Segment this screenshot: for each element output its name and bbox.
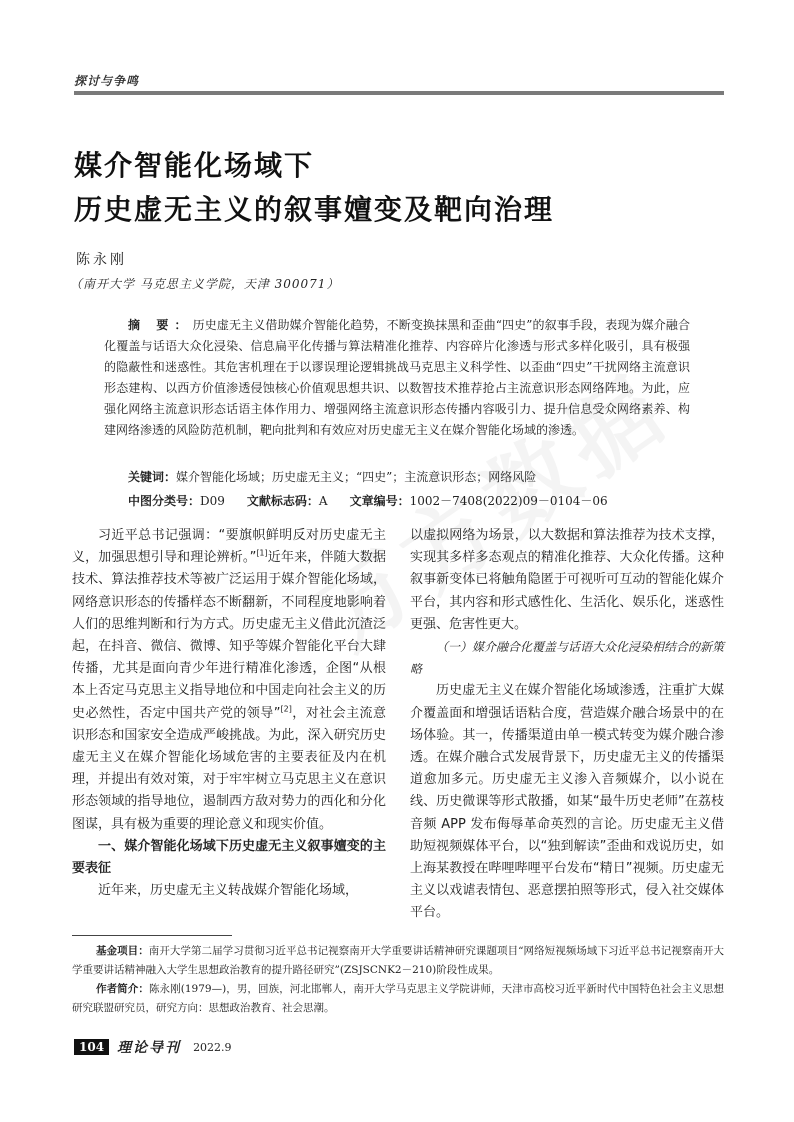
body-column-right xyxy=(410,525,724,925)
reference-marker[interactable]: [2] xyxy=(280,704,292,714)
body-paragraph: 近年来，历史虚无主义转战媒介智能化场域， xyxy=(98,883,359,899)
fund-label: 基金项目： xyxy=(96,945,149,957)
author-bio xyxy=(72,980,724,1018)
section-heading: 一、媒介智能化场域下历史虚无主义叙事嬗变的主要表征 xyxy=(72,838,386,877)
issue-date: 2022.9 xyxy=(193,1040,232,1054)
article-title-line1: 媒介智能化场域下 xyxy=(74,149,315,182)
author-affiliation: （南开大学 马克思主义学院，天津 300071） xyxy=(70,277,340,291)
section-tag: 探讨与争鸣 xyxy=(74,74,140,88)
doc-code-label: 文献标志码： xyxy=(246,494,319,508)
body-paragraph xyxy=(72,525,386,836)
body-text: 习近平总书记强调：“要旗帜鲜明反对历史虚无主义，加强思想引导和理论辨析。” xyxy=(72,528,386,566)
body-text: ，对社会主流意识形态和国家安全造成严峻挑战。为此，深入研究历史虚无主义在媒介智能化场域危害的主要表征及内在机理，并提出有效对策，对于牢牢树立马克思主义在意识形态领域的指导地位，遏制西方敌对势力的西化和分化图谋，具有极为重要的理论意义和现实价值。 xyxy=(72,705,386,832)
journal-name: 理论导刊 xyxy=(117,1040,182,1056)
abstract-label: 摘 要： xyxy=(128,318,193,332)
header-rule xyxy=(74,91,724,95)
article-no-value: 1002－7408(2022)09－0104－06 xyxy=(409,494,608,508)
doc-code-value: A xyxy=(318,494,328,508)
fund-text: 南开大学第二届学习贯彻习近平总书记视察南开大学重要讲话精神研究课题项目“网络短视频场域下习近平总书记视察南开大学重要讲话精神融入大学生思想政治教育的提升路径研究”(ZSJSCNK2－210)阶段性成果。 xyxy=(72,945,724,976)
bio-label: 作者简介： xyxy=(96,983,149,995)
clc-value: D09 xyxy=(200,494,225,508)
keywords-label: 关键词： xyxy=(128,470,177,484)
bio-text: 陈永刚(1979—)，男，回族，河北邯郸人，南开大学马克思主义学院讲师，天津市高校习近平新时代中国特色社会主义思想研究联盟研究员，研究方向：思想政治教育、社会思潮。 xyxy=(72,983,724,1014)
page-footer xyxy=(74,1038,232,1056)
subsection-heading: （一）媒介融合化覆盖与话语大众化浸染相结合的新策略 xyxy=(410,640,725,677)
fund-note xyxy=(72,942,724,980)
footnote-rule xyxy=(72,935,232,936)
page-number: 104 xyxy=(74,1039,109,1055)
abstract-text: 历史虚无主义借助媒介智能化趋势，不断变换抹黑和歪曲“四史”的叙事手段，表现为媒介融合化覆盖与话语大众化浸染、信息扁平化传播与算法精准化推荐、内容碎片化渗透与形式多样化吸引，具有极强的隐蔽性和迷惑性。其危害机理在于以谬误理论逻辑挑战马克思主义科学性、以歪曲“四史”干扰网络主流意识形态建构、以西方价值渗透侵蚀核心价值观思想共识、以数智技术推荐抢占主流意识形态网络阵地。为此，应强化网络主流意识形态话语主体作用力、增强网络主流意识形态传播内容吸引力、提升信息受众网络素养、构建网络渗透的风险防范机制，靶向批判和有效应对历史虚无主义在媒介智能化场域的渗透。 xyxy=(104,318,690,437)
article-no-label: 文章编号： xyxy=(349,494,410,508)
body-column-left xyxy=(72,525,386,902)
keywords-text: 媒介智能化场域；历史虚无主义；“四史”；主流意识形态；网络风险 xyxy=(176,470,537,484)
author-name: 陈永刚 xyxy=(76,252,127,268)
body-paragraph: 以虚拟网络为场景，以大数据和算法推荐为技术支撑，实现其多样多态观点的精准化推荐、大众化传播。这种叙事新变体已将触角隐匿于可视听可互动的智能化媒介平台，其内容和形式感性化、生活化、娱乐化，迷惑性更强、危害性更大。 xyxy=(410,528,724,632)
body-text: 近年来，伴随大数据技术、算法推荐技术等被广泛运用于媒介智能化场域，网络意识形态的传播样态不断翻新，不同程度地影响着人们的思维判断和行为方式。历史虚无主义借此沉渣泛起，在抖音、微信、微博、知乎等媒介智能化平台大肆传播，尤其是面向青少年进行精准化渗透，企图“从根本上否定马克思主义指导地位和中国走向社会主义的历史必然性，否定中国共产党的领导” xyxy=(72,550,386,721)
reference-marker[interactable]: [1] xyxy=(256,548,268,558)
body-paragraph: 历史虚无主义在媒介智能化场域渗透，注重扩大媒介覆盖面和增强话语粘合度，营造媒介融合场景中的在场体验。其一，传播渠道由单一模式转变为媒介融合渗透。在媒介融合式发展背景下，历史虚无主义的传播渠道愈加多元。历史虚无主义渗入音频媒介，以小说在线、历史微课等形式散播，如某“最牛历史老师”在荔枝音频 APP 发布侮辱革命英烈的言论。历史虚无主义借助短视频媒体平台，以“独到解读”歪曲和戏说历史，如上海某教授在哔哩哔哩平台发布“精日”视频。历史虚无主义以戏谑表情包、恶意摆拍照等形式，侵入社交媒体平台。 xyxy=(410,683,724,921)
clc-label: 中图分类号： xyxy=(128,494,201,508)
article-title-line2: 历史虚无主义的叙事嬗变及靶向治理 xyxy=(74,193,555,226)
